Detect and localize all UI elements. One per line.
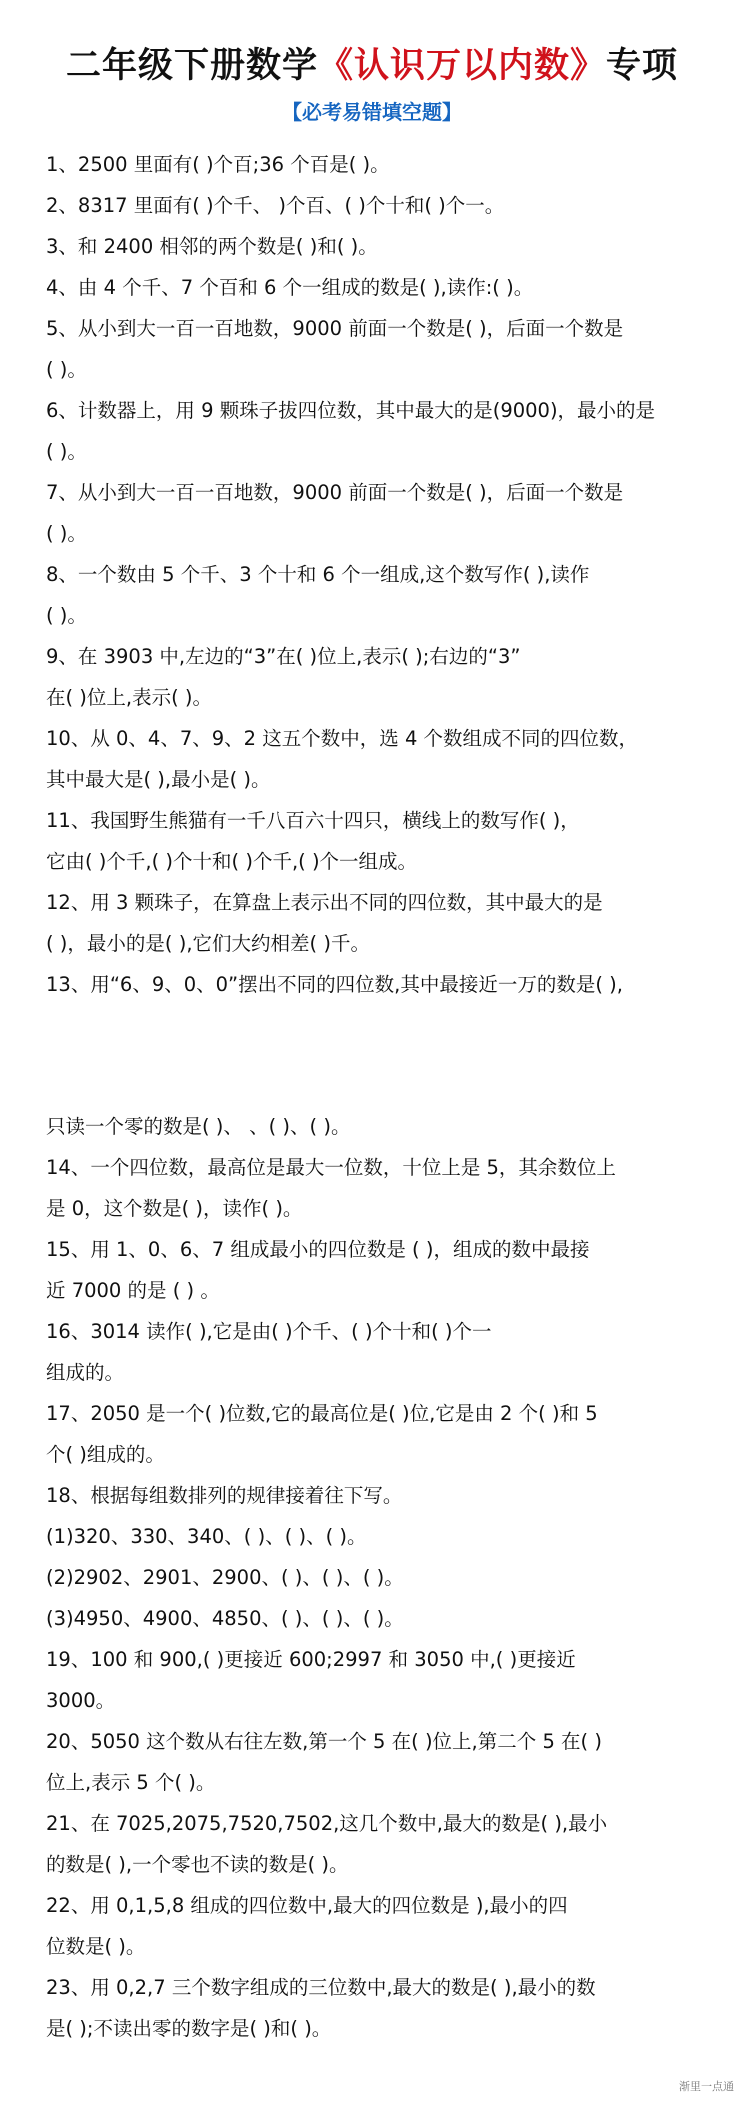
page-title bbox=[0, 44, 744, 88]
question-line: 4、由 4 个千、7 个百和 6 个一组成的数是( ),读作:( )。 bbox=[46, 276, 534, 299]
question-line: 组成的。 bbox=[46, 1361, 125, 1384]
question-line: 10、从 0、4、7、9、2 这五个数中，选 4 个数组成不同的四位数， bbox=[46, 727, 639, 750]
page-subtitle: 【必考易错填空题】 bbox=[282, 100, 462, 124]
question-line: 是 0，这个数是( )，读作( )。 bbox=[46, 1197, 303, 1220]
question-line: 位数是( )。 bbox=[46, 1935, 146, 1958]
question-line: 位上,表示 5 个( )。 bbox=[46, 1771, 216, 1794]
question-line: (2)2902、2901、2900、( )、( )、( )。 bbox=[46, 1566, 404, 1589]
question-line: 9、在 3903 中,左边的“3”在( )位上,表示( );右边的“3” bbox=[46, 645, 521, 668]
question-line: 17、2050 是一个( )位数,它的最高位是( )位,它是由 2 个( )和 5 bbox=[46, 1402, 598, 1425]
question-line: 13、用“6、9、0、0”摆出不同的四位数,其中最接近一万的数是( ), bbox=[46, 973, 623, 996]
question-line: 12、用 3 颗珠子，在算盘上表示出不同的四位数，其中最大的是 bbox=[46, 891, 603, 914]
question-line: 20、5050 这个数从右往左数,第一个 5 在( )位上,第二个 5 在( ) bbox=[46, 1730, 602, 1753]
question-line: (1)320、330、340、( )、( )、( )。 bbox=[46, 1525, 367, 1548]
question-line: 7、从小到大一百一百地数，9000 前面一个数是( )，后面一个数是 bbox=[46, 481, 624, 504]
question-line: 个( )组成的。 bbox=[46, 1443, 165, 1466]
question-line: (3)4950、4900、4850、( )、( )、( )。 bbox=[46, 1607, 404, 1630]
title-highlight: 《认识万以内数》 bbox=[317, 46, 606, 86]
question-line: 其中最大是( ),最小是( )。 bbox=[46, 768, 271, 791]
question-line: 2、8317 里面有( )个千、 )个百、( )个十和( )个一。 bbox=[46, 194, 505, 217]
question-line: 3、和 2400 相邻的两个数是( )和( )。 bbox=[46, 235, 378, 258]
question-line: 14、一个四位数，最高位是最大一位数，十位上是 5，其余数位上 bbox=[46, 1156, 616, 1179]
question-line: 16、3014 读作( ),它是由( )个千、( )个十和( )个一 bbox=[46, 1320, 492, 1343]
question-line: ( )。 bbox=[46, 358, 87, 381]
question-line: ( )。 bbox=[46, 440, 87, 463]
question-line: 是( );不读出零的数字是( )和( )。 bbox=[46, 2017, 332, 2040]
question-line: 它由( )个千,( )个十和( )个千,( )个一组成。 bbox=[46, 850, 418, 873]
title-prefix: 二年级下册数学 bbox=[65, 46, 318, 86]
question-line: 22、用 0,1,5,8 组成的四位数中,最大的四位数是 ),最小的四 bbox=[46, 1894, 568, 1917]
question-line: 在( )位上,表示( )。 bbox=[46, 686, 213, 709]
question-line: 21、在 7025,2075,7520,7502,这几个数中,最大的数是( ),最小 bbox=[46, 1812, 608, 1835]
question-line: 6、计数器上，用 9 颗珠子拔四位数，其中最大的是(9000)，最小的是 bbox=[46, 399, 656, 422]
question-line: 3000。 bbox=[46, 1689, 116, 1712]
question-line: 15、用 1、0、6、7 组成最小的四位数是 ( )，组成的数中最接 bbox=[46, 1238, 590, 1261]
question-line: 23、用 0,2,7 三个数字组成的三位数中,最大的数是( ),最小的数 bbox=[46, 1976, 596, 1999]
question-line: 近 7000 的是 ( ) 。 bbox=[46, 1279, 220, 1302]
question-line: 19、100 和 900,( )更接近 600;2997 和 3050 中,( )更接近 bbox=[46, 1648, 576, 1671]
footer-watermark: 渐里一点通 bbox=[679, 2080, 734, 2093]
title-suffix: 专项 bbox=[606, 46, 679, 86]
question-line: ( )。 bbox=[46, 522, 87, 545]
question-line: 18、根据每组数排列的规律接着往下写。 bbox=[46, 1484, 403, 1507]
question-line: 11、我国野生熊猫有一千八百六十四只，横线上的数写作( )， bbox=[46, 809, 580, 832]
question-line: 只读一个零的数是( )、 、( )、( )。 bbox=[46, 1115, 351, 1138]
question-line: 1、2500 里面有( )个百;36 个百是( )。 bbox=[46, 153, 390, 176]
question-line: ( )。 bbox=[46, 604, 87, 627]
question-line: 5、从小到大一百一百地数，9000 前面一个数是( )，后面一个数是 bbox=[46, 317, 624, 340]
question-line: 8、一个数由 5 个千、3 个十和 6 个一组成,这个数写作( ),读作 bbox=[46, 563, 590, 586]
question-line: ( )，最小的是( ),它们大约相差( )千。 bbox=[46, 932, 370, 955]
question-line: 的数是( ),一个零也不读的数是( )。 bbox=[46, 1853, 349, 1876]
